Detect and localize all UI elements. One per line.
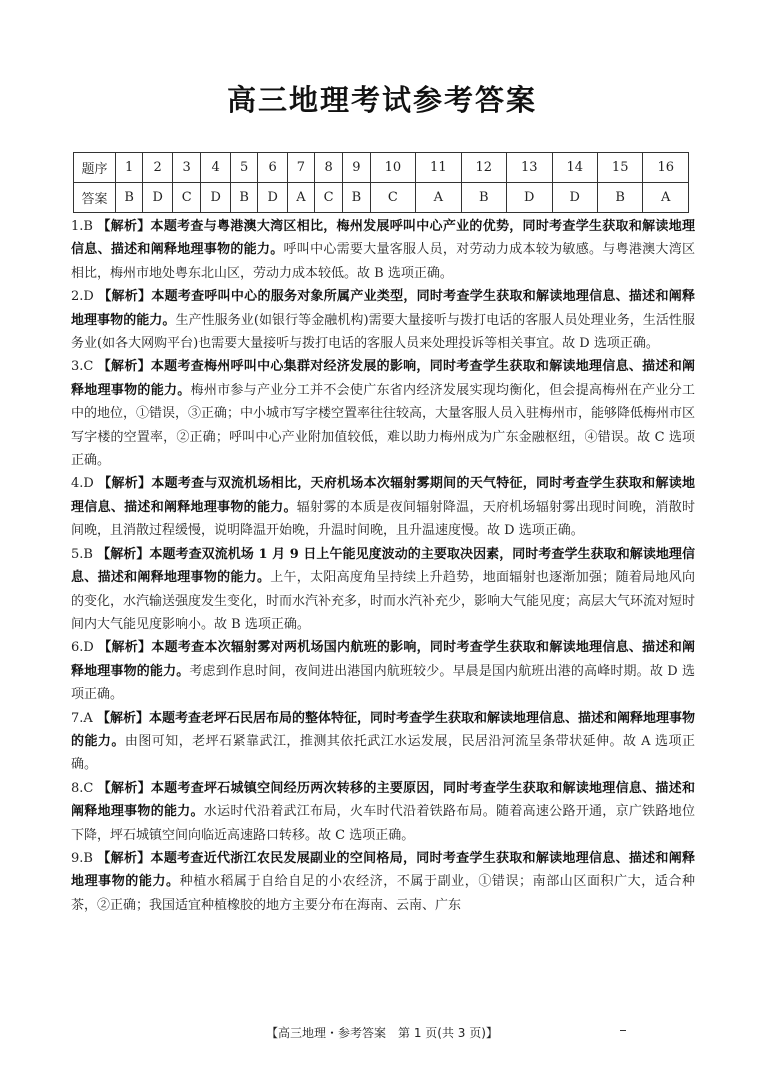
explanation-item <box>71 215 695 285</box>
row-label-number: 题序 <box>74 153 116 183</box>
answer-table <box>73 152 689 213</box>
explanation-item <box>71 472 695 542</box>
explanation-item <box>71 707 695 777</box>
question-number-cell: 3 <box>172 153 200 183</box>
item-number: 8.C <box>71 780 94 796</box>
question-number-cell: 10 <box>370 153 415 183</box>
item-body: 水运时代沿着武江布局，火车时代沿着铁路布局。随着高速公路开通，京广铁路地位下降，坪石城镇空间向临近高速路口转移。故 C 选项正确。 <box>71 804 695 843</box>
page-footer: 【高三地理・参考答案 第 1 页(共 3 页)】 <box>266 1026 498 1040</box>
item-number: 1.B <box>71 219 93 234</box>
item-lead: 本题考查与粤港澳大湾区相比，梅州发展呼叫中心产业的优势，同时考查学生获取和解读地理信息、描述和阐释地理事物的能力。 <box>71 219 695 258</box>
explanation-item <box>71 285 695 355</box>
answer-table-number-row <box>74 153 689 183</box>
question-number-cell: 11 <box>416 153 461 183</box>
item-lead: 本题考查近代浙江农民发展副业的空间格局，同时考查学生获取和解读地理信息、描述和阐释地理事物的能力。 <box>71 850 695 890</box>
item-number: 3.C <box>71 359 94 375</box>
item-body: 由图可知，老坪石紧靠武江，推测其依托武江水运发展，民居沿河流呈条带状延伸。故 A 选项正确。 <box>71 733 695 773</box>
explanation-item <box>71 636 695 706</box>
question-number-cell: 2 <box>143 153 173 183</box>
item-lead: 本题考查呼叫中心的服务对象所属产业类型，同时考查学生获取和解读地理信息、描述和阐释地理事物的能力。 <box>71 289 695 328</box>
answer-cell: D <box>258 183 288 213</box>
explanation-item <box>71 543 695 637</box>
analysis-tag: 【解析】 <box>97 359 151 375</box>
item-lead: 本题考查坪石城镇空间经历两次转移的主要原因，同时考查学生获取和解读地理信息、描述和阐释地理事物的能力。 <box>71 780 695 820</box>
analysis-tag: 【解析】 <box>97 780 151 796</box>
item-lead: 本题考查本次辐射雾对两机场国内航班的影响，同时考查学生获取和解读地理信息、描述和阐释地理事物的能力。 <box>71 640 695 679</box>
analysis-tag: 【解析】 <box>97 850 151 866</box>
analysis-tag: 【解析】 <box>98 640 152 656</box>
question-number-cell: 5 <box>230 153 257 183</box>
question-number-cell: 15 <box>597 153 642 183</box>
item-number: 2.D <box>71 289 94 305</box>
answer-cell: A <box>416 183 461 213</box>
answer-cell: C <box>172 183 200 213</box>
question-number-cell: 6 <box>258 153 288 183</box>
explanation-item <box>71 777 695 847</box>
item-body: 考虑到作息时间，夜间进出港国内航班较少。早晨是国内航班出港的高峰时期。故 D 选项正确。 <box>71 663 695 703</box>
item-body: 呼叫中心需要大量客服人员，对劳动力成本较为敏感。与粤港澳大湾区相比，梅州市地处粤东北山区，劳动力成本较低。故 B 选项正确。 <box>71 242 695 281</box>
question-number-cell: 8 <box>314 153 342 183</box>
question-number-cell: 9 <box>343 153 370 183</box>
footer-dash <box>620 1030 626 1031</box>
question-number-cell: 1 <box>116 153 143 183</box>
item-lead: 本题考查与双流机场相比，天府机场本次辐射雾期间的天气特征，同时考查学生获取和解读地理信息、描述和阐释地理事物的能力。 <box>71 476 695 515</box>
analysis-tag: 【解析】 <box>96 710 149 726</box>
question-number-cell: 4 <box>201 153 231 183</box>
explanation-item <box>71 355 695 472</box>
item-body: 梅州市参与产业分工并不会使广东省内经济发展实现均衡化，但会提高梅州在产业分工中的地位，①错误，③正确；中小城市写字楼空置率往往较高，大量客服人员入驻梅州市，能够降低梅州市区写字楼的空置率，②正确；呼叫中心产业附加值较低，难以助力梅州成为广东金融枢纽，④错误。故 C 选项正确。 <box>71 382 696 469</box>
item-lead: 本题考查老坪石民居布局的整体特征，同时考查学生获取和解读地理信息、描述和阐释地理事物的能力。 <box>71 710 695 749</box>
answer-cell: D <box>201 183 231 213</box>
row-label-answer: 答案 <box>74 183 116 213</box>
explanations <box>71 215 695 917</box>
item-number: 9.B <box>71 850 93 866</box>
answer-cell: A <box>287 183 314 213</box>
answer-cell: A <box>643 183 689 213</box>
item-number: 4.D <box>71 476 94 492</box>
answer-cell: B <box>230 183 257 213</box>
answer-cell: B <box>461 183 506 213</box>
question-number-cell: 14 <box>552 153 597 183</box>
explanation-item <box>71 847 695 917</box>
answer-cell: B <box>116 183 143 213</box>
answer-cell: B <box>343 183 370 213</box>
answer-table-answer-row <box>74 183 689 213</box>
item-number: 5.B <box>71 546 93 562</box>
answer-cell: D <box>143 183 173 213</box>
question-number-cell: 13 <box>507 153 552 183</box>
item-body: 上午，太阳高度角呈持续上升趋势，地面辐射也逐渐加强；随着局地风向的变化，水汽输送强度发生变化，时而水汽补充多，时而水汽补充少，影响大气能见度；高层大气环流对短时间内大气能见度影响小。故 B 选项正确。 <box>71 570 696 632</box>
item-lead: 本题考查梅州呼叫中心集群对经济发展的影响，同时考查学生获取和解读地理信息、描述和阐释地理事物的能力。 <box>71 359 695 398</box>
item-lead: 本题考查双流机场 1 月 9 日上午能见度波动的主要取决因素，同时考查学生获取和解读地理信息、描述和阐释地理事物的能力。 <box>71 546 695 586</box>
page-title: 高三地理考试参考答案 <box>226 83 537 117</box>
analysis-tag: 【解析】 <box>97 546 150 562</box>
answer-cell: D <box>507 183 552 213</box>
analysis-tag: 【解析】 <box>98 289 152 305</box>
item-number: 7.A <box>71 710 93 726</box>
answer-cell: C <box>370 183 415 213</box>
analysis-tag: 【解析】 <box>97 219 151 234</box>
answer-cell: B <box>597 183 642 213</box>
item-body: 辐射雾的本质是夜间辐射降温，天府机场辐射雾出现时间晚，消散时间晚，且消散过程缓慢，说明降温开始晚，升温时间晚，且升温速度慢。故 D 选项正确。 <box>71 499 695 539</box>
answer-cell: D <box>552 183 597 213</box>
item-body: 生产性服务业(如银行等金融机构)需要大量接听与拨打电话的客服人员处理业务，生活性服务业(如各大网购平台)也需要大量接听与拨打电话的客服人员来处理投诉等相关事宜。故 D 选项正确。 <box>71 312 695 352</box>
question-number-cell: 7 <box>287 153 314 183</box>
item-number: 6.D <box>71 640 94 656</box>
item-body: 种植水稻属于自给自足的小农经济，不属于副业，①错误；南部山区面积广大，适合种茶，②正确；我国适宜种植橡胶的地方主要分布在海南、云南、广东 <box>71 874 695 913</box>
question-number-cell: 12 <box>461 153 506 183</box>
question-number-cell: 16 <box>643 153 689 183</box>
analysis-tag: 【解析】 <box>98 476 152 492</box>
answer-cell: C <box>314 183 342 213</box>
